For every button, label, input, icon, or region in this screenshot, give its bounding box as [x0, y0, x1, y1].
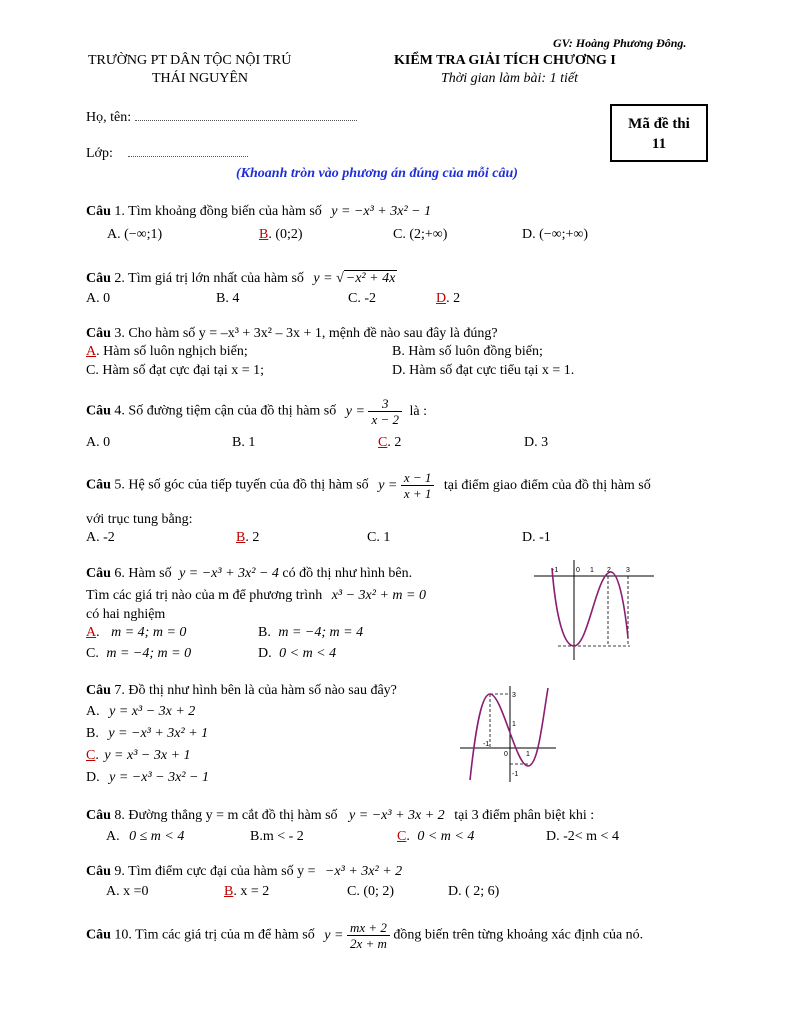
tick-label: 1	[590, 567, 594, 574]
name-line	[135, 120, 357, 121]
question-text: 2. Tìm giá trị lớn nhất của hàm số	[114, 271, 304, 286]
curve	[470, 688, 548, 780]
option-letter: D.	[86, 770, 100, 785]
option-text: m = 4; m = 0	[111, 625, 187, 640]
teacher-name: GV: Hoàng Phương Đông.	[553, 36, 687, 50]
tick-label: -1	[552, 567, 559, 574]
correct-mark: A	[86, 625, 97, 640]
question-text: Tìm các giá trị nào của m để phương trình	[86, 588, 323, 603]
option-dot: .	[96, 625, 100, 640]
q8-option-c[interactable]	[397, 829, 474, 845]
q2-option-b[interactable]: B. 4	[216, 291, 240, 306]
question-3	[86, 326, 498, 342]
q6-option-a[interactable]	[86, 625, 186, 641]
option-text: y = x³ − 3x + 1	[104, 748, 191, 763]
option-text: . (0;2)	[268, 227, 303, 242]
question-6-line2	[86, 588, 426, 604]
question-1	[86, 204, 431, 220]
tick-label: -1	[483, 741, 490, 748]
option-text: . x = 2	[233, 884, 270, 899]
q3-option-b[interactable]: B. Hàm số luôn đồng biến;	[392, 344, 543, 359]
question-suffix: là :	[409, 403, 427, 419]
q8-option-b[interactable]: B.m < - 2	[250, 829, 304, 844]
q7-option-c[interactable]	[86, 748, 191, 764]
question-text: 9. Tìm điểm cực đại của hàm số y =	[114, 864, 316, 879]
option-dot: .	[95, 748, 99, 763]
tick-label: 0	[576, 567, 580, 574]
question-text: 5. Hệ số góc của tiếp tuyến của đồ thị hàm số	[114, 477, 369, 493]
q4-option-b[interactable]: B. 1	[232, 435, 256, 450]
q9-option-d[interactable]: D. ( 2; 6)	[448, 884, 500, 899]
option-text: . 2	[387, 435, 402, 450]
q9-option-b[interactable]	[224, 884, 269, 900]
name-field	[86, 110, 357, 126]
denominator: 2x + m	[349, 936, 387, 951]
instruction: (Khoanh tròn vào phương án đúng của mỗi câu)	[236, 166, 518, 181]
numerator: mx + 2	[347, 920, 390, 936]
tick-label: 2	[607, 567, 611, 574]
q9-option-a[interactable]: A. x =0	[106, 884, 149, 899]
question-2	[86, 271, 397, 287]
formula-prefix: y =	[324, 927, 344, 943]
class-label: Lớp:	[86, 146, 113, 161]
option-letter: C.	[86, 646, 99, 661]
correct-mark: B	[236, 530, 246, 545]
question-7	[86, 683, 397, 699]
question-label: Câu	[86, 566, 111, 581]
q7-option-a[interactable]	[86, 704, 195, 720]
correct-mark: D	[436, 291, 447, 306]
question-9	[86, 864, 402, 880]
correct-mark: B	[224, 884, 234, 899]
question-suffix: có đồ thị như hình bên.	[282, 566, 413, 581]
numerator: 3	[368, 396, 402, 412]
q3-option-a[interactable]	[86, 344, 248, 360]
formula: y = −x³ + 3x + 2	[349, 808, 445, 823]
q1-option-c[interactable]: C. (2;+∞)	[393, 227, 448, 242]
question-label: Câu	[86, 864, 111, 879]
q7-option-b[interactable]	[86, 726, 208, 742]
q7-graph	[458, 684, 558, 784]
option-text: . 2	[446, 291, 461, 306]
option-dot: .	[406, 829, 410, 844]
formula-root: −x² + 4x	[345, 271, 396, 286]
option-text: 0 < m < 4	[279, 646, 337, 661]
option-text: y = −x³ + 3x² + 1	[108, 726, 209, 741]
question-suffix: tại 3 điểm phân biệt khi :	[454, 808, 595, 823]
q8-option-d[interactable]: D. -2< m < 4	[546, 829, 619, 844]
question-label: Câu	[86, 271, 111, 286]
formula: y = −x³ + 3x² − 1	[331, 204, 432, 219]
q6-option-d[interactable]	[258, 646, 336, 662]
formula: y = −x³ + 3x² − 4	[179, 566, 279, 581]
question-label: Câu	[86, 477, 111, 493]
formula-prefix: y =	[313, 271, 333, 286]
q3-option-d[interactable]: D. Hàm số đạt cực tiểu tại x = 1.	[392, 363, 575, 378]
q7-option-d[interactable]	[86, 770, 209, 786]
formula-prefix: y =	[345, 403, 365, 419]
question-label: Câu	[86, 683, 111, 698]
option-letter: D.	[258, 646, 272, 661]
option-text: . Hàm số luôn nghịch biến;	[96, 344, 248, 359]
q9-option-c[interactable]: C. (0; 2)	[347, 884, 395, 899]
question-text: 10. Tìm các giá trị của m để hàm số	[114, 927, 315, 943]
tick-label: 0	[504, 751, 508, 758]
option-text: y = x³ − 3x + 2	[109, 704, 196, 719]
tick-label: -1	[512, 771, 519, 778]
question-5-line2: với trục tung bằng:	[86, 512, 193, 527]
q2-option-a[interactable]: A. 0	[86, 291, 111, 306]
exam-time: Thời gian làm bài: 1 tiết	[441, 71, 578, 86]
question-text: 6. Hàm số	[114, 566, 172, 581]
question-text: 3. Cho hàm số y = –x³ + 3x² – 3x + 1, mệnh đề nào sau đây là đúng?	[114, 326, 498, 341]
denominator: x − 2	[371, 412, 399, 427]
q6-graph	[530, 558, 656, 662]
question-text: 1. Tìm khoảng đồng biến của hàm số	[114, 204, 322, 219]
numerator: x − 1	[401, 470, 435, 486]
q4-option-c[interactable]	[378, 435, 401, 451]
fraction	[347, 920, 390, 951]
question-label: Câu	[86, 204, 111, 219]
q6-option-c[interactable]	[86, 646, 191, 662]
sqrt-icon: √	[336, 271, 344, 286]
formula: −x³ + 3x² + 2	[324, 864, 403, 879]
q3-option-c[interactable]: C. Hàm số đạt cực đại tại x = 1;	[86, 363, 265, 378]
q5-option-a[interactable]: A. -2	[86, 530, 115, 545]
option-letter: B.	[258, 625, 271, 640]
q4-option-d[interactable]: D. 3	[524, 435, 549, 450]
school-name-line2: THÁI NGUYÊN	[152, 71, 249, 86]
class-line	[128, 156, 248, 157]
question-suffix: tại điểm giao điểm của đồ thị hàm số	[443, 477, 651, 493]
option-letter: A.	[106, 829, 120, 844]
class-field	[86, 146, 248, 162]
correct-mark: C	[397, 829, 407, 844]
question-label: Câu	[86, 927, 111, 943]
question-6-line3: có hai nghiệm	[86, 607, 166, 622]
correct-mark: A	[86, 344, 97, 359]
denominator: x + 1	[403, 486, 432, 501]
exam-code-number: 11	[651, 136, 667, 152]
option-letter: A.	[86, 704, 100, 719]
fraction	[401, 470, 435, 501]
correct-mark: C	[86, 748, 96, 763]
option-text: 0 ≤ m < 4	[129, 829, 185, 844]
q1-option-a[interactable]: A. (−∞;1)	[107, 227, 163, 242]
name-label: Họ, tên:	[86, 110, 132, 125]
question-10	[86, 920, 643, 951]
question-4	[86, 396, 427, 427]
formula: x³ − 3x² + m = 0	[331, 588, 426, 603]
option-text: m = −4; m = 4	[278, 625, 364, 640]
question-label: Câu	[86, 403, 111, 419]
correct-mark: C	[378, 435, 388, 450]
q5-option-b[interactable]	[236, 530, 259, 546]
tick-label: 1	[526, 751, 530, 758]
formula-prefix: y =	[378, 477, 398, 493]
question-text: 4. Số đường tiệm cận của đồ thị hàm số	[114, 403, 337, 419]
option-letter: B.	[86, 726, 99, 741]
option-text: y = −x³ − 3x² − 1	[109, 770, 209, 785]
exam-code-label: Mã đề thi	[628, 116, 690, 132]
correct-mark: B	[259, 227, 269, 242]
q2-option-c[interactable]: C. -2	[348, 291, 376, 306]
tick-label: 1	[512, 721, 516, 728]
q2-option-d[interactable]	[436, 291, 460, 307]
q8-option-a[interactable]	[106, 829, 184, 845]
school-name-line1: TRƯỜNG PT DÂN TỘC NỘI TRÚ	[88, 53, 292, 68]
curve	[552, 568, 628, 646]
q5-option-c[interactable]: C. 1	[367, 530, 391, 545]
q4-option-a[interactable]: A. 0	[86, 435, 111, 450]
question-5	[86, 470, 651, 501]
fraction	[368, 396, 402, 427]
question-label: Câu	[86, 808, 111, 823]
tick-label: 3	[626, 567, 630, 574]
option-text: m = −4; m = 0	[106, 646, 192, 661]
exam-code-box	[610, 104, 708, 162]
question-6	[86, 566, 412, 582]
exam-title: KIỂM TRA GIẢI TÍCH CHƯƠNG I	[394, 53, 616, 68]
q1-option-b[interactable]	[259, 227, 303, 243]
question-text: 7. Đồ thị như hình bên là của hàm số nào sau đây?	[114, 683, 397, 698]
question-text: 8. Đường thẳng y = m cắt đồ thị hàm số	[114, 808, 338, 823]
q1-option-d[interactable]: D. (−∞;+∞)	[522, 227, 589, 242]
q5-option-d[interactable]: D. -1	[522, 530, 551, 545]
option-text: 0 < m < 4	[417, 829, 475, 844]
question-suffix: đồng biến trên từng khoảng xác định của nó.	[393, 927, 644, 943]
question-label: Câu	[86, 326, 111, 341]
option-text: . 2	[245, 530, 260, 545]
tick-label: 3	[512, 692, 516, 699]
q6-option-b[interactable]	[258, 625, 363, 641]
question-8	[86, 808, 594, 824]
